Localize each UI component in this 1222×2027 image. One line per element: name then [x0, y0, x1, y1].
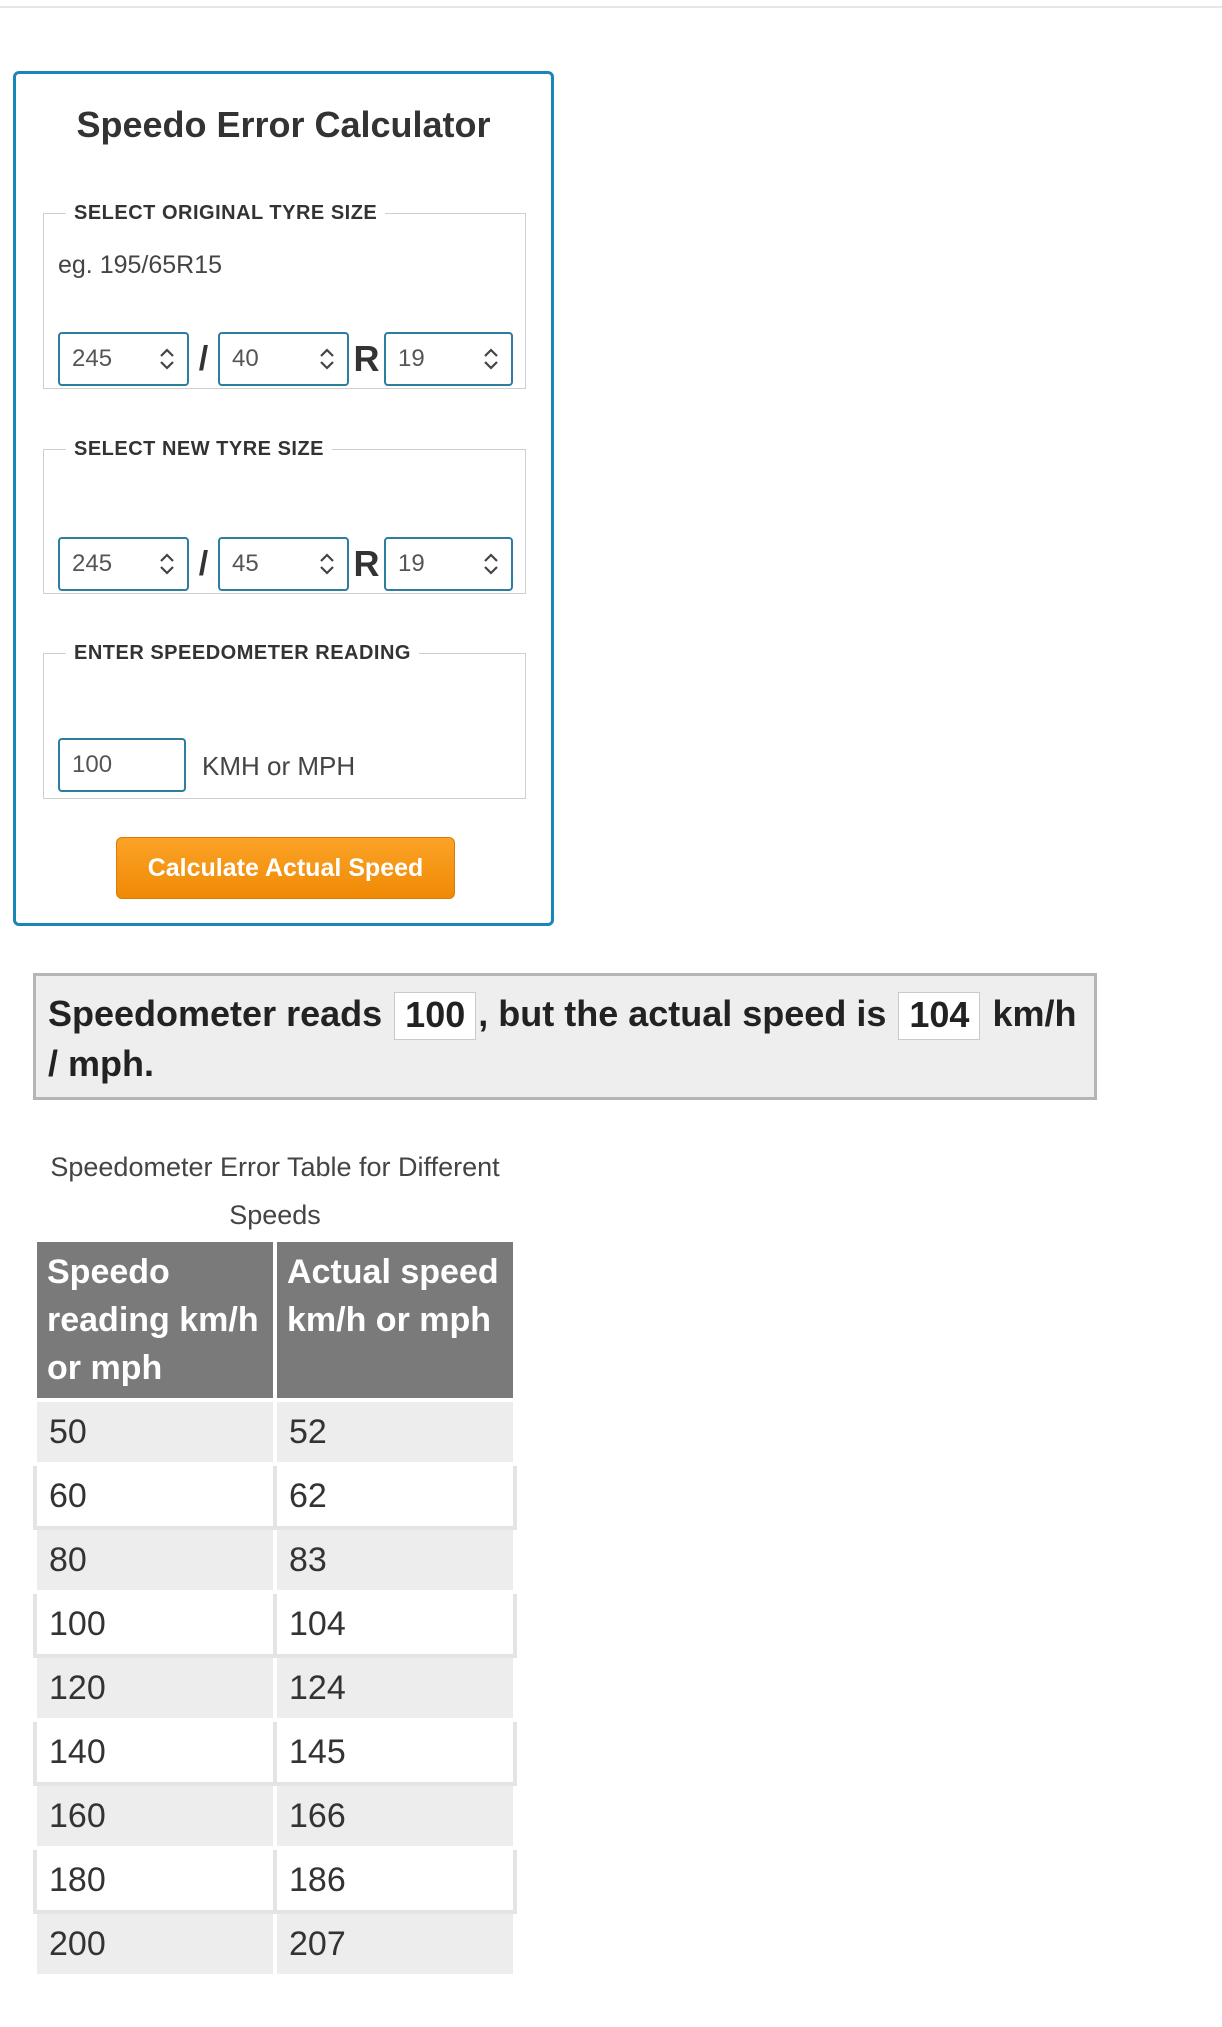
chevron-updown-icon — [159, 346, 175, 372]
speed-unit-label: KMH or MPH — [202, 751, 356, 781]
new-profile-value: 45 — [232, 550, 259, 577]
original-size-row — [58, 331, 513, 387]
new-profile-select[interactable] — [218, 537, 349, 591]
result-actual-value: 104 — [898, 992, 980, 1040]
r-separator: R — [353, 543, 380, 584]
actual-speed-cell: 104 — [275, 1592, 515, 1656]
slash-separator: / — [198, 339, 209, 378]
speedo-calculator-card — [13, 71, 554, 926]
speedo-reading-cell: 200 — [35, 1912, 275, 1976]
speedo-reading-cell: 180 — [35, 1848, 275, 1912]
slash-separator: / — [198, 544, 209, 583]
header-actual-speed: Actual speed km/h or mph — [275, 1240, 515, 1400]
table-row — [35, 1464, 515, 1528]
tyre-size-example: eg. 195/65R15 — [58, 251, 223, 279]
original-profile-value: 40 — [232, 345, 259, 372]
new-rim-select[interactable] — [384, 537, 513, 591]
new-size-row — [58, 536, 513, 592]
chevron-updown-icon — [483, 346, 499, 372]
table-row — [35, 1912, 515, 1976]
speedo-reading-cell: 60 — [35, 1464, 275, 1528]
speedo-reading-cell: 120 — [35, 1656, 275, 1720]
table-row — [35, 1784, 515, 1848]
actual-speed-cell: 186 — [275, 1848, 515, 1912]
original-rim-select[interactable] — [384, 332, 513, 386]
new-tyre-fieldset — [43, 438, 526, 594]
speedo-reading-cell: 80 — [35, 1528, 275, 1592]
table-row — [35, 1592, 515, 1656]
actual-speed-cell: 124 — [275, 1656, 515, 1720]
table-caption: Speedometer Error Table for Different Speeds — [50, 1152, 500, 1230]
result-prefix: Speedometer reads — [48, 993, 383, 1034]
table-row — [35, 1720, 515, 1784]
original-rim-value: 19 — [398, 345, 425, 372]
new-tyre-legend: SELECT NEW TYRE SIZE — [74, 438, 325, 460]
table-row — [35, 1848, 515, 1912]
speedo-reading-cell: 100 — [35, 1592, 275, 1656]
original-width-select[interactable] — [58, 332, 189, 386]
table-header-row — [35, 1240, 515, 1400]
actual-speed-cell: 207 — [275, 1912, 515, 1976]
result-suffix: km/h / mph. — [48, 993, 1077, 1085]
chevron-updown-icon — [319, 346, 335, 372]
actual-speed-cell: 166 — [275, 1784, 515, 1848]
table-body — [35, 1400, 515, 1976]
chevron-updown-icon — [319, 551, 335, 577]
original-profile-select[interactable] — [218, 332, 349, 386]
speedo-reading-fieldset — [43, 642, 526, 799]
original-tyre-legend: SELECT ORIGINAL TYRE SIZE — [74, 202, 378, 224]
top-divider — [0, 6, 1222, 8]
speedo-error-table — [33, 1238, 517, 1978]
table-row — [35, 1656, 515, 1720]
new-width-select[interactable] — [58, 537, 189, 591]
chevron-updown-icon — [483, 551, 499, 577]
new-rim-value: 19 — [398, 550, 425, 577]
speedo-reading-input[interactable]: 100 — [58, 738, 186, 792]
actual-speed-cell: 62 — [275, 1464, 515, 1528]
new-width-value: 245 — [72, 550, 113, 577]
result-panel — [33, 973, 1097, 1100]
result-middle: , but the actual speed is — [478, 993, 887, 1034]
actual-speed-cell: 145 — [275, 1720, 515, 1784]
result-reading-value: 100 — [394, 992, 476, 1040]
speedo-reading-cell: 140 — [35, 1720, 275, 1784]
actual-speed-cell: 83 — [275, 1528, 515, 1592]
calculate-button[interactable]: Calculate Actual Speed — [116, 837, 455, 899]
original-tyre-fieldset — [43, 202, 526, 389]
actual-speed-cell: 52 — [275, 1400, 515, 1464]
chevron-updown-icon — [159, 551, 175, 577]
speedo-reading-cell: 160 — [35, 1784, 275, 1848]
r-separator: R — [353, 338, 380, 379]
original-width-value: 245 — [72, 345, 113, 372]
speedo-reading-legend: ENTER SPEEDOMETER READING — [74, 642, 411, 664]
calculator-title: Speedo Error Calculator — [76, 104, 491, 145]
header-speedo-reading: Speedo reading km/h or mph — [35, 1240, 275, 1400]
table-row — [35, 1400, 515, 1464]
speedo-reading-cell: 50 — [35, 1400, 275, 1464]
table-row — [35, 1528, 515, 1592]
